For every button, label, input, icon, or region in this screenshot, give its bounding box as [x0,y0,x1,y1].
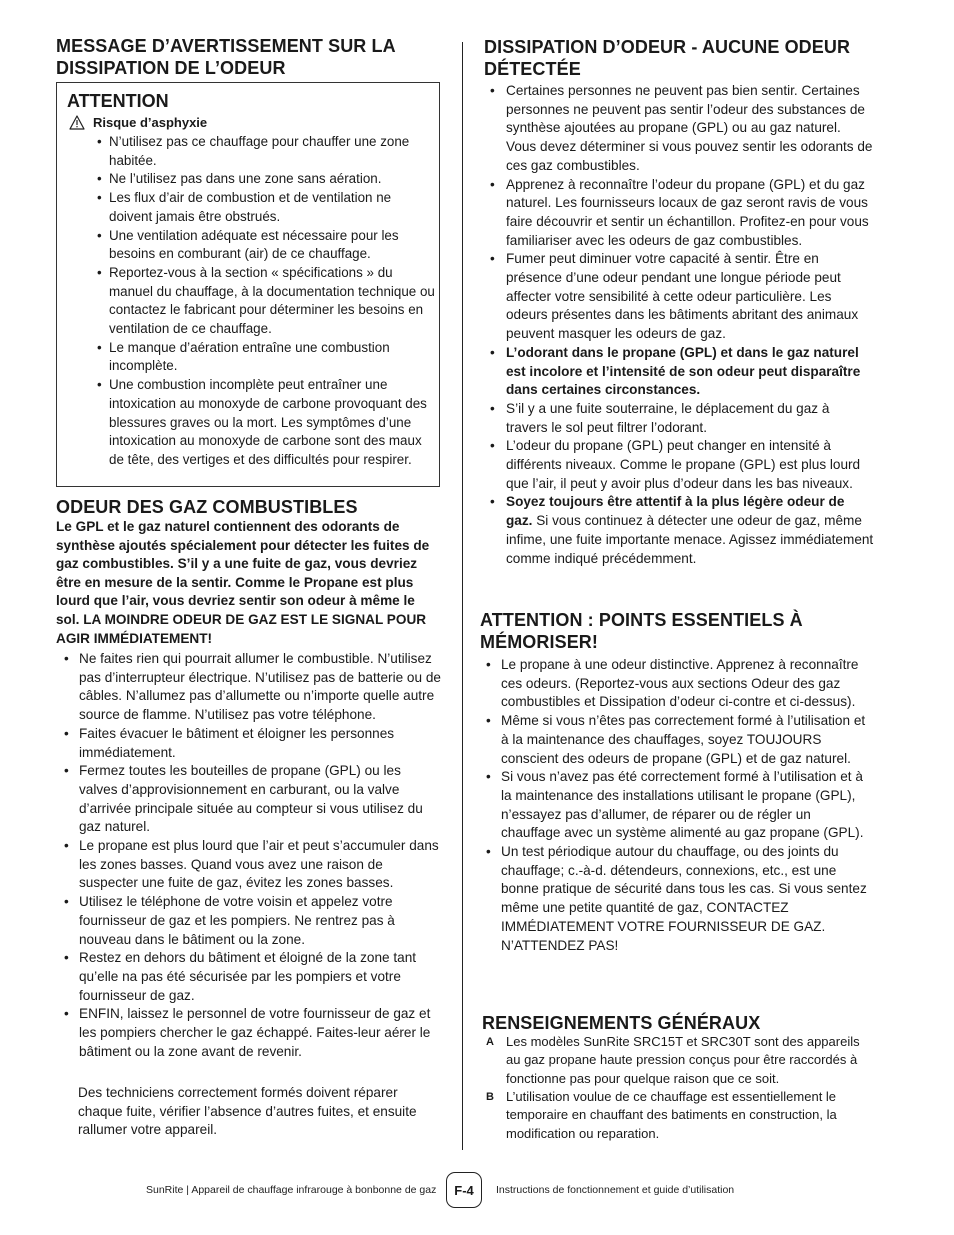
attention-list [95,133,435,470]
list-item: • ENFIN, laissez le personnel de votre fournisseur de gaz et les pompiers chercher le gaz échappé. Faites-leur aérer le bâtiment ou la zone avant de revenir. [62,1005,442,1061]
memo-list [484,656,870,955]
list-item: • Apprenez à reconnaître l’odeur du propane (GPL) et du gaz naturel. Les fournisseurs locaux de gaz seront ravis de vous faire découvrir et sentir un échantillon. Profitez-en pour vous familiariser avec les odeurs de gaz combustibles. [488,176,874,251]
risk-label: Risque d’asphyxie [93,115,208,130]
list-item: • Si vous n’avez pas été correctement formé à l’utilisation et à la maintenance des installations utilisant le propane (GPL), n’essayez pas d’allumer, de réparer ou de régler un chauffage avec un système alimenté au gaz propane (GPL). [484,768,870,843]
dissipation-heading: DISSIPATION D’ODEUR - AUCUNE ODEUR DÉTECTÉE [484,37,851,79]
list-item: • L’odeur du propane (GPL) peut changer en intensité à différents niveaux. Comme le propane (GPL) est plus lourd que l’air, il peut y avoir plus d’odeur dans les bas niveaux. [488,437,874,493]
list-item: • Une combustion incomplète peut entraîner une intoxication au monoxyde de carbone provoquant des blessures graves ou la mort. Les symptômes d’une intoxication au monoxyde de carbone sont des maux de tête, des vertiges et des difficultés pour respirer. [95,376,435,470]
list-item: • Utilisez le téléphone de votre voisin et appelez votre fournisseur de gaz et les pompiers. Ne rentrez pas à nouveau dans le bâtiment ou la zone. [62,893,442,949]
list-item: • Ne faites rien qui pourrait allumer le combustible. N’utilisez pas d’interrupteur électrique. N’utilisez pas de batterie ou de câbles. N’allumez pas d’allumette ou n’importe quelle autre source de flamme. N’utilisez pas votre téléphone. [62,650,442,725]
column-divider [462,42,463,1150]
general-item-a: A Les modèles SunRite SRC15T et SRC30T sont des appareils au gaz propane haute pression conçus pour être raccordés à fonctionne pas pour quelque raison que ce soit. [486,1034,860,1086]
attention-box [56,82,440,487]
footer-doc-title: Instructions de fonctionnement et guide d’utilisation [496,1184,735,1196]
list-item: • Soyez toujours être attentif à la plus légère odeur de gaz. Si vous continuez à détecter une odeur de gaz, même infime, une fuite importante menace. Agissez immédiatement comme indiqué précédemment. [488,493,874,568]
memo-heading: ATTENTION : POINTS ESSENTIELS À MÉMORISER! [480,610,803,652]
list-item: • Le propane est plus lourd que l’air et peut s’accumuler dans les zones basses. Quand vous avez une raison de suspecter une fuite de gaz, évitez les zones basses. [62,837,442,893]
list-item: • Restez en dehors du bâtiment et éloigné de la zone tant qu’elle na pas été sécurisée par les pompiers et votre fournisseur de gaz. [62,949,442,1005]
list-item: • Certaines personnes ne peuvent pas bien sentir. Certaines personnes ne peuvent pas sentir l’odeur des substances de synthèse ajoutées au propane (GPL) ou au gaz naturel. Vous devez déterminer si vous pouvez sentir les odorants de ces gaz combustibles. [488,82,874,176]
list-item: • S’il y a une fuite souterraine, le déplacement du gaz à travers le sol peut filtrer l’odorant. [488,400,874,437]
list-item: • Une ventilation adéquate est nécessaire pour les besoins en comburant (air) de ce chauffage. [95,227,435,264]
list-item: • Fumer peut diminuer votre capacité à sentir. Être en présence d’une odeur pendant une longue période peut affecter votre sensibilité à cette odeur particulière. Les odeurs présentes dans les bâtiments abritant des animaux peuvent masquer les odeurs de gaz. [488,250,874,344]
general-item-b: B L’utilisation voulue de ce chauffage est essentiellement le temporaire en chauffant des batiments en construction, la modification ou reparation. [486,1089,837,1141]
list-item: • Le propane à une odeur distinctive. Apprenez à reconnaître ces odeurs. (Reportez-vous aux sections Odeur des gaz combustibles et Dissipation d’odeur ci-contre et ci-dessus). [484,656,870,712]
item-letter: B [486,1091,494,1103]
item-letter: A [486,1036,494,1048]
list-item: • Même si vous n’êtes pas correctement formé à l’utilisation et à la maintenance des chauffages, soyez TOUJOURS conscient des odeurs de propane (GPL) et de gaz naturel. [484,712,870,768]
attention-title: ATTENTION [67,91,169,111]
dissipation-list [488,82,874,568]
gas-odor-intro: Le GPL et le gaz naturel contiennent des odorants de synthèse ajoutés spécialement pour détecter les fuites de gaz combustibles. S’il y a une fuite de gaz, vous devriez être en mesure de la sentir. Comme le Propane est plus lourd que l’air, vous devriez sentir son odeur à même le sol. LA MOINDRE ODEUR DE GAZ EST LE SIGNAL POUR AGIR IMMÉDIATEMENT! [56,519,430,646]
technicians-paragraph: Des techniciens correctement formés doivent réparer chaque fuite, vérifier l’absence d’autres fuites, et ensuite rallumer votre appareil. [78,1085,417,1138]
list-item: • Les flux d’air de combustion et de ventilation ne doivent jamais être obstrués. [95,189,435,226]
list-item: • Le manque d’aération entraîne une combustion incomplète. [95,339,435,376]
list-item: • Un test périodique autour du chauffage, ou des joints du chauffage; c.-à-d. détendeurs, connexions, etc., est une bonne pratique de sécurité dans tous les cas. Si vous sentez même une petite quantité de gaz, CONTACTEZ IMMÉDIATEMENT VOTRE FOURNISSEUR DE GAZ. N’ATTENDEZ PAS! [484,843,870,955]
odor-warning-heading: MESSAGE D’AVERTISSEMENT SUR LA DISSIPATION DE L’ODEUR [56,36,396,78]
gas-odor-list [62,650,442,1061]
risk-label-row [69,115,207,130]
page-number-badge: F-4 [446,1172,482,1208]
warning-triangle-icon [69,115,85,130]
list-item: • Fermez toutes les bouteilles de propane (GPL) ou les valves d’approvisionnement en carburant, ou la valve d’arrivée principale située au compteur si vous utilisez du gaz naturel. [62,762,442,837]
general-info-heading: RENSEIGNEMENTS GÉNÉRAUX [482,1013,761,1033]
footer-product-name: SunRite | Appareil de chauffage infrarouge à bonbonne de gaz [146,1184,437,1196]
gas-odor-heading: ODEUR DES GAZ COMBUSTIBLES [56,497,358,517]
list-item: • Reportez-vous à la section « spécifications » du manuel du chauffage, à la documentation technique ou contactez le fabricant pour déterminer les besoins en ventilation de ce chauffage. [95,264,435,339]
list-item: • L’odorant dans le propane (GPL) et dans le gaz naturel est incolore et l’intensité de son odeur peut disparaître dans certaines circonstances. [488,344,874,400]
list-item: • N’utilisez pas ce chauffage pour chauffer une zone habitée. [95,133,435,170]
list-item: • Faites évacuer le bâtiment et éloigner les personnes immédiatement. [62,725,442,762]
list-item: • Ne l’utilisez pas dans une zone sans aération. [95,170,435,189]
